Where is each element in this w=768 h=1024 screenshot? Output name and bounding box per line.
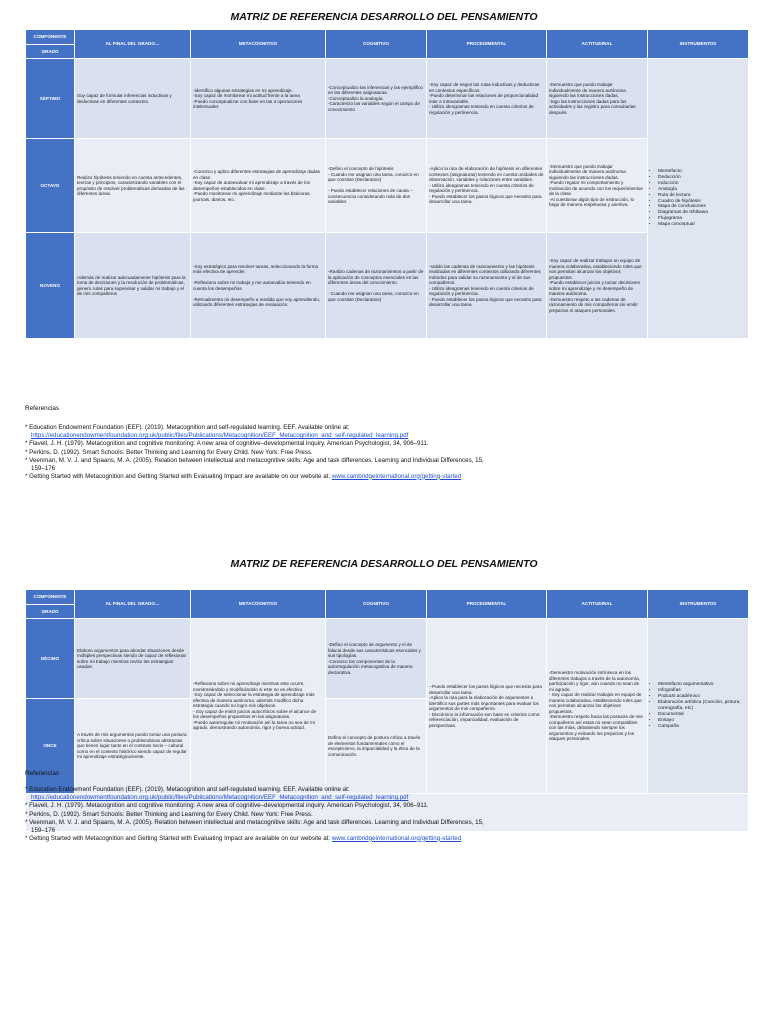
cell-al-final (75, 59, 191, 139)
list-item: • Campaña (658, 724, 746, 730)
list-item: • Inducción (658, 181, 746, 187)
instrumentos-list (650, 169, 746, 229)
cell-al-final (75, 139, 191, 233)
cell-text: -Aplico la ruta de elaboración de hipótesis en diferentes contextos (asignaturas) teniendo en cuenta unidades de observación, variables y relaciones entre variables. - Utilizo ideogramas teniendo en cuenta criterios de regulación y pertinencia. - Puedo establecer los pasos lógicos que necesito para desarrollar una tarea. (429, 166, 544, 205)
reference-item: * Flavell, J. H. (1979). Metacognition and cognitive monitoring: A new area of cognitive–developmental inquiry. American Psychologist, 34, 906–911. (25, 440, 429, 448)
reference-matrix-table (25, 29, 749, 339)
cell-cognitivo (326, 139, 427, 233)
reference-item: * Perkins, D. (1992). Smart Schools: Better Thinking and Learning for Every Child. New York: Free Press. (25, 810, 313, 818)
header-grado: GRADO (26, 45, 75, 59)
grade-label: OCTAVO (26, 139, 75, 233)
cell-al-final (75, 233, 191, 339)
list-item: • Flujograma (658, 216, 746, 222)
header-metacognitivo: METACOGNITIVO (191, 590, 326, 619)
cell-text: Realizo hipótesis teniendo en cuenta antecedentes, teorías y principios, caracterizando variables con el propósito de resolver problemáticas derivadas de las diferentes áreas. (77, 174, 185, 196)
reference-item (25, 786, 745, 802)
cell-cognitivo (326, 59, 427, 139)
instrumentos-list (650, 682, 746, 730)
cell-cognitivo (326, 233, 427, 339)
page-title: MATRIZ DE REFERENCIA DESARROLLO DEL PENSAMIENTO (230, 558, 538, 570)
reference-item: * Perkins, D. (1992). Smart Schools: Better Thinking and Learning for Every Child. New York: Free Press. (25, 448, 313, 456)
reference-item: * Flavell, J. H. (1979). Metacognition and cognitive monitoring: A new area of cognitive–developmental inquiry. American Psychologist, 34, 906–911. (25, 802, 429, 810)
cell-procedimental (427, 59, 547, 139)
reference-text: * Getting Started with Metacognition and Getting Started with Evaluating Impact are available on our website at: (25, 834, 331, 842)
cell-procedimental (427, 139, 547, 233)
cell-actitudinal (547, 233, 648, 339)
reference-item (25, 835, 745, 843)
cell-metacognitivo (191, 139, 326, 233)
grade-label: DÉCIMO (26, 619, 75, 699)
cell-procedimental (427, 619, 547, 794)
reference-text: * Education Endowment Foundation (EEF). (2019). Metacognition and self-regulated learning. EEF. Available online at: (25, 424, 350, 432)
header-grado: GRADO (26, 605, 75, 619)
reference-text-cont: 159–176 (31, 464, 56, 472)
cell-actitudinal (547, 139, 648, 233)
reference-text-cont: 159–176 (31, 826, 56, 834)
cell-actitudinal (547, 619, 648, 794)
cell-text: Soy capaz de formular inferencias inductivas y deductivas en diferentes contextos. (77, 93, 172, 104)
cell-metacognitivo (191, 619, 326, 794)
cell-text: -Defino el concepto de hipótesis - Cuando me asignan una tarea, conozco en que consiste (Declarativo) - Puedo establecer relaciones de causa – consecuencia considerando más de dos variables (328, 166, 419, 205)
cell-text: -Identifico algunas estrategias en mi aprendizaje. -Soy capaz de monitorear mi actitud frente a la tarea -Puedo conceptualizar con base en las 4 operaciones intelectuales (193, 87, 303, 109)
cell-text: -Soy estratégico para resolver tareas, seleccionando la forma más efectiva de aprender. -Reflexiono sobre mi trabajo y me autoevalúo teniendo en cuenta los desempeños. -Retroalimento mi desempeño a medida que voy aprendiendo, utilizando diferentes estrategias de evaluación. (193, 263, 321, 307)
cell-text: -Demuestro que puedo trabajar individualmente de manera autónoma siguiendo las instrucciones dadas. -Sigo las instrucciones dadas para las actividades y las registro para consultarlas después. (549, 82, 636, 115)
cell-text: -Soy capaz de realizar trabajos en equipo de manera colaborativa, estableciendo roles que nos permitan alcanzar los objetivos propuestos. -Puedo establecer juicios y tomar decisiones sobre mi aprendizaje y mi desempeño de manera autónoma. -Demuestro respeto a las cadenas de razonamiento de mis compañeros sin emitir prejuicios ni ataques personales. (549, 258, 642, 313)
header-actitudinal: ACTITUDINAL (547, 30, 648, 59)
cell-text: Además de realizar adecuadamente hipótesis para la toma de decisiones y la resolución de problemáticas, genero rutas para supervisar y validar mi trabajo y el de mis compañeros (77, 274, 186, 296)
header-instrumentos: INSTRUMENTOS (648, 30, 749, 59)
reference-text: * Veenman, M. V. J. and Spaans, M. A. (2005). Relation between intellectual and metacognitive skills: Age and task differences. Learning and Individual Differences, 15, (25, 456, 484, 464)
reference-link[interactable]: www.cambridgeinternational.org/getting-started (331, 834, 462, 842)
grade-label: SÉPTIMO (26, 59, 75, 139)
header-actitudinal: ACTITUDINAL (547, 590, 648, 619)
header-al-final: AL FINAL DEL GRADO… (75, 590, 191, 619)
cell-metacognitivo (191, 59, 326, 139)
references-heading: Referencias (25, 770, 60, 777)
cell-text: -Realizo cadenas de razonamientos a partir de la aplicación de conceptos esenciales en las diferentes áreas del conocimiento. - Cuando me asignan una tarea, conozco en que consiste (Declarativo) (328, 269, 424, 302)
cell-text: -Demuestro motivación intrínseca en los diferentes trabajos a través de la autonomía, participación y rigor, aún cuando no sean de mi agrado. - Soy capaz de realizar trabajos en equipo de manera colaborativa, estableciendo roles que nos permitan alcanzar los objetivos propuestos. -Demuestro respeto hacia las posturas de mis compañeros así estas no sean compatibles con las mías, debatiendo siempre los argumentos y evitando los prejuicios y los ataques personales. (549, 670, 643, 742)
cell-text: --Puedo establecer los pasos lógicos que necesito para desarrollar una tarea. -Aplico la ruta para la elaboración de argumentos e identifico sus partes más importantes para evaluar los argumentos de mis compañeros. - Discrimino la información son base en criterios como: referenciación, imparcialidad, evaluación de perspectivas. (429, 684, 542, 728)
list-item: • Elaboración artística (Canción, pintura, coreografía, etc) (658, 700, 746, 712)
list-item: • Documental (658, 712, 746, 718)
reference-item (25, 819, 745, 835)
reference-item (25, 424, 745, 440)
list-item: • Ensayo (658, 718, 746, 724)
list-item: • Cuadro de hipótesis (658, 199, 746, 205)
header-procedimental: PROCEDIMENTAL (427, 30, 547, 59)
cell-text: Elaboro argumentos para abordar situaciones desde múltiples perspectivas siendo de capaz de reflexionar sobre mi trabajo mientras reviso las estrategias usadas. (77, 647, 187, 669)
reference-link[interactable]: www.cambridgeinternational.org/getting-started (331, 472, 462, 480)
header-cognitivo: COGNITIVO (326, 30, 427, 59)
cell-text: -Soy capaz de seguir las rutas inductivas y deductivas en contextos específicos. -Puedo determinar las relaciones de proporcionalidad inter e intravariable. - Utilizo ideogramas teniendo en cuenta criterios de regulación y pertinencia. (429, 82, 540, 115)
list-item: • Diagramas de Ishikawa (658, 210, 746, 216)
reference-item (25, 473, 745, 481)
list-item: • Infografías (658, 688, 746, 694)
references-heading: Referencias (25, 405, 60, 412)
cell-procedimental (427, 233, 547, 339)
cell-text: -Defino el concepto de argumento y el de falacia desde sus características esenciales y sus tipologías. -Conozco los componentes de la autorregulación metacognitiva de manera declarativa. (328, 642, 421, 675)
header-cognitivo: COGNITIVO (326, 590, 427, 619)
cell-cognitivo (326, 619, 427, 699)
page-title: MATRIZ DE REFERENCIA DESARROLLO DEL PENSAMIENTO (230, 11, 538, 23)
grade-label: NOVENO (26, 233, 75, 339)
list-item: • Ruta de lectura (658, 193, 746, 199)
grade-label: ONCE (26, 699, 75, 794)
cell-text: -Conceptualizo las inferencias y las ejemplifico en las diferentes asignaturas. -Conceptualizo la analogía. -Caracterizo las variables según el campo de conocimiento (328, 84, 423, 112)
references-block (25, 405, 745, 481)
header-componente: COMPONENTE (26, 30, 75, 45)
header-procedimental: PROCEDIMENTAL (427, 590, 547, 619)
cell-text: -Conozco y aplico diferentes estrategias de aprendizaje dadas en clase. -Soy capaz de autoevaluar mi aprendizaje a través de los desempeños establecidos en clase. -Puedo monitorear mi aprendizaje mediante las bitácoras, journals, diarios, etc. (193, 169, 320, 202)
cell-al-final (75, 619, 191, 699)
references-block (25, 770, 745, 843)
list-item: • Analogía (658, 187, 746, 193)
reference-text: * Getting Started with Metacognition and Getting Started with Evaluating Impact are available on our website at: (25, 472, 331, 480)
list-item: • Mentefacto argumentativo (658, 682, 746, 688)
list-item: • Podcast académico (658, 694, 746, 700)
cell-instrumentos (648, 59, 749, 339)
cell-text: -Valido las cadenas de razonamiento y las hipótesis realizadas en diferentes contextos utilizando diferentes métodos para validar su razonamiento y el de sus compañeros. - Utilizo ideogramas teniendo en cuenta criterios de regulación y pertinencia. - Puedo establecer los pasos lógicos que necesito para desarrollar una tarea. (429, 263, 542, 307)
reference-link[interactable]: https://educationendowmentfoundation.org.uk/public/files/Publications/Metacognition/EEF_Metacognition_and_self-regulated_learning.pdf (31, 432, 409, 440)
list-item: • Mapa conceptual (658, 222, 746, 228)
header-metacognitivo: METACOGNITIVO (191, 30, 326, 59)
cell-metacognitivo (191, 233, 326, 339)
cell-actitudinal (547, 59, 648, 139)
cell-text: -Reflexiono sobre mi aprendizaje mientras este ocurre, monitoreándolo y modificándolo si este no es efectivo. -Soy capaz de seleccionar la estrategia de aprendizaje más efectiva de manera autónoma, además modifico dicha estrategia cuando no logro mis objetivos. - Soy capaz de emitir juicios autocríticos sobre el alcance de los desempeños propuestos en las asignaturas. -Puedo autorregular mi motivación así la tarea no sea de mi agrado, demostrando autonomía, rigor y buena actitud. (193, 681, 317, 731)
cell-text: A través de mis argumentos puedo tomar una postura crítica sobre situaciones o problemáticas abstractas que tienen lugar tanto en el contexto socio – cultural como en el contexto histórico siendo capaz de regular mi aprendizaje estratégicamente. (77, 732, 187, 760)
header-componente: COMPONENTE (26, 590, 75, 605)
list-item: • Mentefacto (658, 169, 746, 175)
list-item: • Deducción (658, 175, 746, 181)
cell-text: Defino el concepto de postura crítica a través de elementos fundamentales como el escepticismo, la imparcialidad y la ética de la comunicación. (328, 735, 421, 757)
reference-text: * Education Endowment Foundation (EEF). (2019). Metacognition and self-regulated learning. EEF. Available online at: (25, 786, 350, 794)
reference-link[interactable]: https://educationendowmentfoundation.org.uk/public/files/Publications/Metacognition/EEF_Metacognition_and_self-regulated_learning.pdf (31, 794, 409, 802)
reference-text: * Veenman, M. V. J. and Spaans, M. A. (2005). Relation between intellectual and metacognitive skills: Age and task differences. Learning and Individual Differences, 15, (25, 818, 484, 826)
header-instrumentos: INSTRUMENTOS (648, 590, 749, 619)
header-al-final: AL FINAL DEL GRADO… (75, 30, 191, 59)
cell-text: -Demuestro que puedo trabajar individualmente de manera autónoma siguiendo las instrucciones dadas. -Puedo regular mi comportamiento y motivación de acuerdo con los requerimientos de la clase. -Al cuestionar algún tipo de instrucción, lo hago de manera respetuosa y asertiva. (549, 163, 643, 207)
reference-item (25, 457, 745, 473)
list-item: • Mapa de conclusiones (658, 204, 746, 210)
cell-instrumentos (648, 619, 749, 794)
